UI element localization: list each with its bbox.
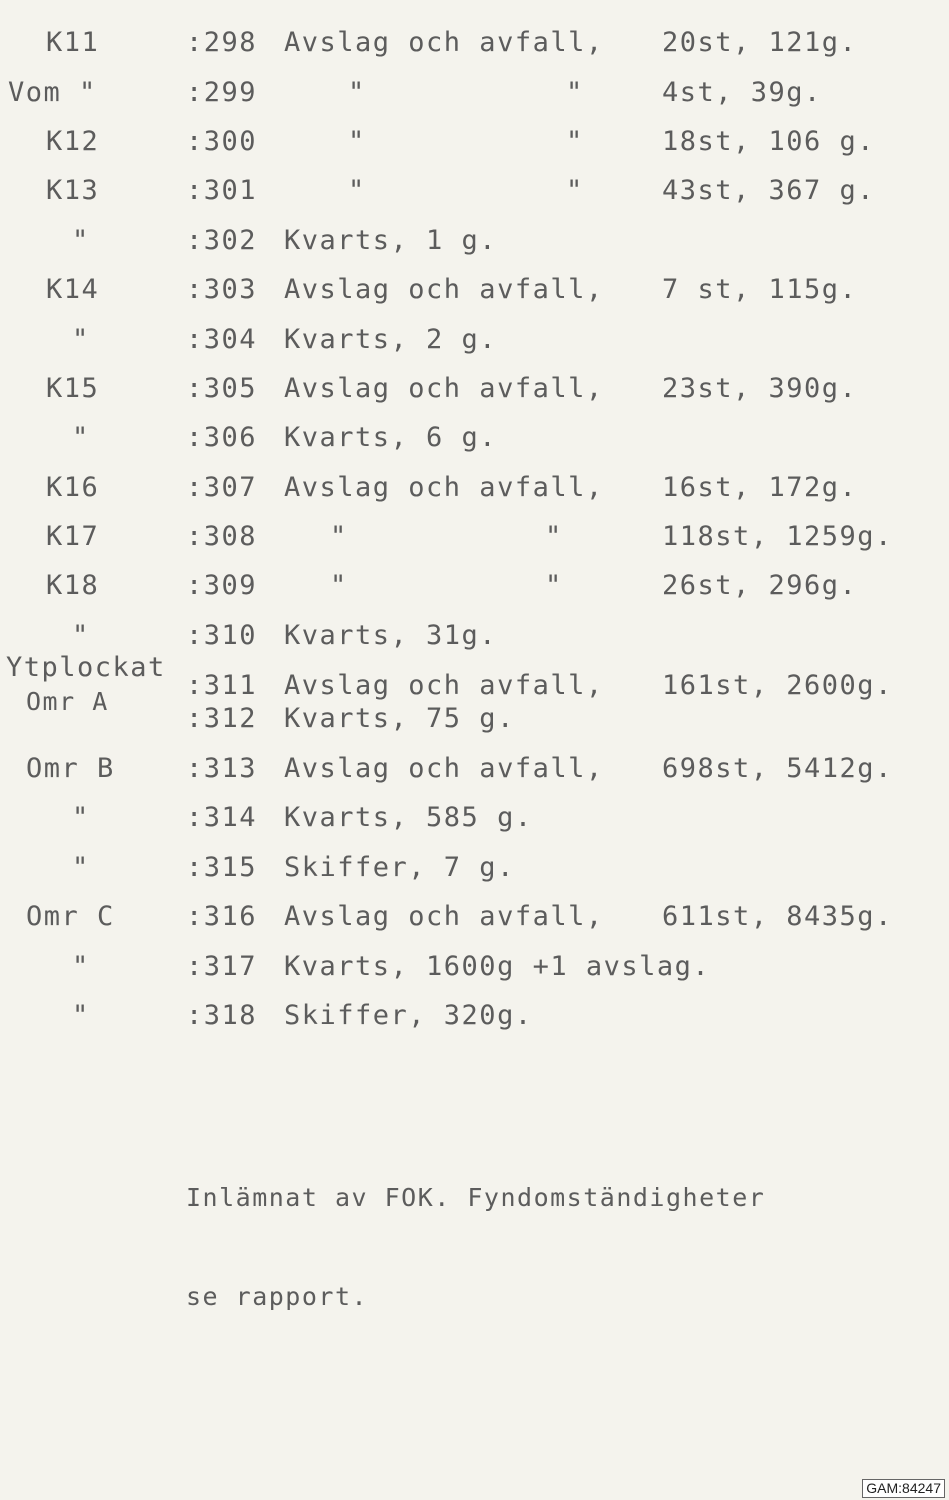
- entry-number: :307: [186, 472, 258, 503]
- entry-number: :310: [186, 620, 258, 651]
- entry-location: K14: [46, 274, 100, 305]
- entry-row-306: [0, 416, 949, 460]
- ditto-mark: ": [545, 570, 563, 601]
- entry-location: K13: [46, 175, 100, 206]
- entry-row-307: [0, 466, 949, 510]
- entry-description: Avslag och avfall,: [284, 472, 604, 503]
- entry-row-317: [0, 945, 949, 989]
- archive-id-label: GAM:84247: [862, 1479, 945, 1498]
- entry-row-314: [0, 796, 949, 840]
- ditto-mark: ": [348, 175, 366, 206]
- entry-quantity: 26st, 296g.: [662, 570, 858, 601]
- ditto-mark: ": [566, 77, 584, 108]
- entry-row-316: [0, 895, 949, 939]
- ditto-mark: ": [348, 126, 366, 157]
- entry-location: ": [72, 802, 90, 833]
- entry-row-301: [0, 169, 949, 213]
- entry-number: :313: [186, 753, 258, 784]
- ditto-mark: ": [330, 521, 348, 552]
- entry-location: ": [72, 225, 90, 256]
- entry-row-302: [0, 219, 949, 263]
- ditto-mark: ": [566, 126, 584, 157]
- entry-location: ": [72, 852, 90, 883]
- entry-description: Kvarts, 2 g.: [284, 324, 498, 355]
- entry-number: :306: [186, 422, 258, 453]
- entry-number: :299: [186, 77, 258, 108]
- entry-row-304: [0, 318, 949, 362]
- entry-row-318: [0, 994, 949, 1038]
- entry-description: Avslag och avfall,: [284, 27, 604, 58]
- entry-location: Vom ": [8, 77, 97, 108]
- entry-location: ": [72, 422, 90, 453]
- entry-quantity: 7 st, 115g.: [662, 274, 858, 305]
- entry-location: K12: [46, 126, 100, 157]
- entry-number: :316: [186, 901, 258, 932]
- entry-quantity: 18st, 106 g.: [662, 126, 876, 157]
- entry-number: :318: [186, 1000, 258, 1031]
- entry-number: :308: [186, 521, 258, 552]
- entry-location: Omr B: [26, 753, 115, 784]
- ditto-mark: ": [348, 77, 366, 108]
- entry-quantity: 16st, 172g.: [662, 472, 858, 503]
- entry-number: :300: [186, 126, 258, 157]
- entry-row-305: [0, 367, 949, 411]
- entry-row-315: [0, 846, 949, 890]
- entry-number: :312: [186, 703, 258, 734]
- entry-row-300: [0, 120, 949, 164]
- entry-row-298: [0, 21, 949, 65]
- entry-quantity: 4st, 39g.: [662, 77, 822, 108]
- entry-description: Kvarts, 1600g +1 avslag.: [284, 951, 711, 982]
- entry-quantity: 118st, 1259g.: [662, 521, 893, 552]
- entry-number: :304: [186, 324, 258, 355]
- entry-description: Skiffer, 320g.: [284, 1000, 533, 1031]
- entry-description: Kvarts, 6 g.: [284, 422, 498, 453]
- omr-a-label: Omr A: [26, 687, 109, 716]
- entry-description: Avslag och avfall,: [284, 670, 604, 701]
- entry-quantity: 23st, 390g.: [662, 373, 858, 404]
- entry-description: Kvarts, 75 g.: [284, 703, 515, 734]
- entry-description: Kvarts, 1 g.: [284, 225, 498, 256]
- entry-quantity: 43st, 367 g.: [662, 175, 876, 206]
- entry-number: :314: [186, 802, 258, 833]
- note-line-2: se rapport.: [186, 1282, 369, 1311]
- entry-number: :302: [186, 225, 258, 256]
- entry-location: ": [72, 620, 90, 651]
- entry-location: K16: [46, 472, 100, 503]
- entry-number: :315: [186, 852, 258, 883]
- entry-description: Avslag och avfall,: [284, 274, 604, 305]
- ytplockat-label: Ytplockat: [6, 652, 166, 683]
- entry-quantity: 20st, 121g.: [662, 27, 858, 58]
- note-line-1: Inlämnat av FOK. Fyndomständigheter: [186, 1183, 766, 1212]
- entry-description: Kvarts, 31g.: [284, 620, 498, 651]
- entry-row-303: [0, 268, 949, 312]
- entry-number: :303: [186, 274, 258, 305]
- entry-row-309: [0, 564, 949, 608]
- entry-location: K17: [46, 521, 100, 552]
- entry-row-312: [0, 697, 949, 741]
- entry-quantity: 611st, 8435g.: [662, 901, 893, 932]
- entry-description: Kvarts, 585 g.: [284, 802, 533, 833]
- entry-quantity: 161st, 2600g.: [662, 670, 893, 701]
- entry-row-299: [0, 71, 949, 115]
- submission-note: [186, 1115, 765, 1379]
- entry-row-308: [0, 515, 949, 559]
- ditto-mark: ": [566, 175, 584, 206]
- entry-location: K11: [46, 27, 100, 58]
- entry-location: K18: [46, 570, 100, 601]
- entry-number: :309: [186, 570, 258, 601]
- entry-number: :301: [186, 175, 258, 206]
- ditto-mark: ": [545, 521, 563, 552]
- entry-description: Avslag och avfall,: [284, 901, 604, 932]
- entry-description: Avslag och avfall,: [284, 753, 604, 784]
- entry-number: :305: [186, 373, 258, 404]
- entry-location: ": [72, 324, 90, 355]
- ditto-mark: ": [330, 570, 348, 601]
- entry-description: Skiffer, 7 g.: [284, 852, 515, 883]
- entry-row-313: [0, 747, 949, 791]
- entry-number: :311: [186, 670, 258, 701]
- entry-location: K15: [46, 373, 100, 404]
- entry-quantity: 698st, 5412g.: [662, 753, 893, 784]
- entry-number: :298: [186, 27, 258, 58]
- entry-location: Omr C: [26, 901, 115, 932]
- entry-description: Avslag och avfall,: [284, 373, 604, 404]
- entry-location: ": [72, 951, 90, 982]
- entry-location: ": [72, 1000, 90, 1031]
- entry-number: :317: [186, 951, 258, 982]
